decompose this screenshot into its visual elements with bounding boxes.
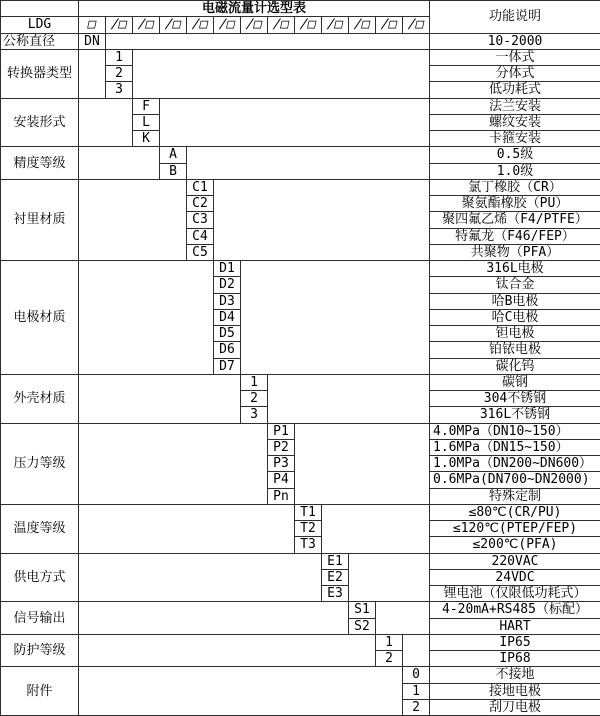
option-code: D2 [214, 277, 241, 293]
group-left-spacer-11 [79, 667, 403, 716]
group-label-9: 信号输出 [1, 602, 79, 635]
option-desc: 刮刀电极 [430, 699, 600, 715]
option-code: F [133, 98, 160, 114]
option-desc: ≤120℃(PTEP/FEP) [430, 521, 600, 537]
option-desc: 0.5级 [430, 147, 600, 163]
option-code: L [133, 114, 160, 130]
option-desc: IP65 [430, 634, 600, 650]
option-desc: 碳钢 [430, 374, 600, 390]
option-code: T3 [295, 537, 322, 553]
model-slot-12 [403, 17, 430, 33]
option-code: 2 [241, 391, 268, 407]
group-label-4: 电极材质 [1, 261, 79, 375]
diameter-spacer [106, 33, 430, 49]
option-desc: ≤200℃(PFA) [430, 537, 600, 553]
option-desc: 特氟龙（F46/FEP） [430, 228, 600, 244]
option-code: 3 [106, 82, 133, 98]
slot-box-glyph: /□ [163, 17, 183, 33]
option-code: 1 [241, 374, 268, 390]
group-label-0: 转换器类型 [1, 49, 79, 98]
model-slot-11 [376, 17, 403, 33]
model-slot-8 [295, 17, 322, 33]
option-desc: 共聚物（PFA） [430, 244, 600, 260]
option-desc: 钽电极 [430, 326, 600, 342]
group-label-8: 供电方式 [1, 553, 79, 602]
slot-box-glyph: /□ [109, 17, 129, 33]
option-code: E3 [322, 586, 349, 602]
group-label-10: 防护等级 [1, 634, 79, 667]
option-desc: HART [430, 618, 600, 634]
model-slot-10 [349, 17, 376, 33]
option-desc: 304不锈钢 [430, 391, 600, 407]
group-right-spacer-5 [268, 374, 430, 423]
group-left-spacer-5 [79, 374, 241, 423]
slot-box-glyph: /□ [352, 17, 372, 33]
option-code: C3 [187, 212, 214, 228]
option-code: E2 [322, 569, 349, 585]
slot-box-glyph: /□ [406, 17, 426, 33]
group-right-spacer-8 [349, 553, 430, 602]
option-code: D5 [214, 326, 241, 342]
option-code: P1 [268, 423, 295, 439]
group-right-spacer-3 [214, 179, 430, 260]
option-desc: 哈C电极 [430, 309, 600, 325]
group-left-spacer-8 [79, 553, 322, 602]
slot-box-glyph: /□ [325, 17, 345, 33]
option-desc: 1.6MPa（DN15~150） [430, 439, 600, 455]
group-right-spacer-4 [241, 261, 430, 375]
option-code: B [160, 163, 187, 179]
group-left-spacer-7 [79, 504, 295, 553]
option-desc: 220VAC [430, 553, 600, 569]
option-code: P3 [268, 456, 295, 472]
group-left-spacer-0 [79, 49, 106, 98]
model-slot-2 [133, 17, 160, 33]
option-code: 0 [403, 667, 430, 683]
option-desc: 分体式 [430, 66, 600, 82]
model-prefix: LDG [1, 17, 79, 33]
model-slot-1 [106, 17, 133, 33]
group-label-5: 外壳材质 [1, 374, 79, 423]
option-desc: IP68 [430, 651, 600, 667]
option-desc: ≤80℃(CR/PU) [430, 504, 600, 520]
option-desc: 4-20mA+RS485（标配） [430, 602, 600, 618]
diameter-desc: 10-2000 [430, 33, 600, 49]
option-code: 1 [403, 683, 430, 699]
option-code: D3 [214, 293, 241, 309]
option-code: E1 [322, 553, 349, 569]
group-left-spacer-2 [79, 147, 160, 180]
option-code: D4 [214, 309, 241, 325]
group-left-spacer-3 [79, 179, 187, 260]
dn-slot-box-glyph: □ [86, 17, 98, 33]
option-desc: 24VDC [430, 569, 600, 585]
group-left-spacer-10 [79, 634, 376, 667]
slot-box-glyph: /□ [190, 17, 210, 33]
model-slot-4 [187, 17, 214, 33]
model-slot-9 [322, 17, 349, 33]
option-code: 1 [106, 49, 133, 65]
title-row-filler [1, 1, 79, 17]
option-desc: 聚氨酯橡胶（PU） [430, 196, 600, 212]
slot-box-glyph: /□ [217, 17, 237, 33]
option-code: S1 [349, 602, 376, 618]
option-code: Pn [268, 488, 295, 504]
group-left-spacer-9 [79, 602, 349, 635]
model-slot-3 [160, 17, 187, 33]
group-label-3: 衬里材质 [1, 179, 79, 260]
option-desc: 锂电池（仅限低功耗式） [430, 586, 600, 602]
option-code: D1 [214, 261, 241, 277]
option-desc: 哈B电极 [430, 293, 600, 309]
slot-box-glyph: /□ [298, 17, 318, 33]
option-code: T1 [295, 504, 322, 520]
option-code: C4 [187, 228, 214, 244]
slot-box-glyph: /□ [379, 17, 399, 33]
option-code: P2 [268, 439, 295, 455]
group-right-spacer-7 [322, 504, 430, 553]
group-left-spacer-6 [79, 423, 268, 504]
option-code: K [133, 131, 160, 147]
slot-box-glyph: /□ [271, 17, 291, 33]
group-label-1: 安装形式 [1, 98, 79, 147]
option-code: C2 [187, 196, 214, 212]
option-desc: 特殊定制 [430, 488, 600, 504]
option-desc: 低功耗式 [430, 82, 600, 98]
function-desc-header: 功能说明 [430, 1, 600, 34]
group-label-7: 温度等级 [1, 504, 79, 553]
model-slot-6 [241, 17, 268, 33]
option-code: 2 [403, 699, 430, 715]
option-desc: 一体式 [430, 49, 600, 65]
option-desc: 0.6MPa(DN700~DN2000) [430, 472, 600, 488]
slot-box-glyph: /□ [244, 17, 264, 33]
option-desc: 1.0MPa（DN200~DN600） [430, 456, 600, 472]
option-desc: 碳化钨 [430, 358, 600, 374]
option-code: C1 [187, 179, 214, 195]
option-desc: 不接地 [430, 667, 600, 683]
page-title: 电磁流量计选型表 [79, 1, 430, 17]
option-desc: 卡箍安装 [430, 131, 600, 147]
group-left-spacer-4 [79, 261, 214, 375]
group-right-spacer-10 [403, 634, 430, 667]
option-desc: 316L电极 [430, 261, 600, 277]
group-label-2: 精度等级 [1, 147, 79, 180]
row-label-diameter: 公称直径 [1, 33, 79, 49]
diameter-code: DN [79, 33, 106, 49]
option-desc: 接地电极 [430, 683, 600, 699]
option-code: D7 [214, 358, 241, 374]
group-left-spacer-1 [79, 98, 133, 147]
option-desc: 聚四氟乙烯（F4/PTFE） [430, 212, 600, 228]
option-code: C5 [187, 244, 214, 260]
group-label-11: 附件 [1, 667, 79, 716]
option-desc: 1.0级 [430, 163, 600, 179]
option-code: T2 [295, 521, 322, 537]
option-desc: 氯丁橡胶（CR） [430, 179, 600, 195]
slot-box-glyph: /□ [136, 17, 156, 33]
option-desc: 法兰安装 [430, 98, 600, 114]
group-right-spacer-6 [295, 423, 430, 504]
group-label-6: 压力等级 [1, 423, 79, 504]
option-desc: 4.0MPa（DN10~150） [430, 423, 600, 439]
option-code: 1 [376, 634, 403, 650]
group-right-spacer-2 [187, 147, 430, 180]
option-code: P4 [268, 472, 295, 488]
group-right-spacer-9 [376, 602, 430, 635]
option-desc: 316L不锈钢 [430, 407, 600, 423]
option-desc: 铂铱电极 [430, 342, 600, 358]
option-code: S2 [349, 618, 376, 634]
option-desc: 钛合金 [430, 277, 600, 293]
group-right-spacer-1 [160, 98, 430, 147]
model-slot-7 [268, 17, 295, 33]
option-code: 2 [106, 66, 133, 82]
option-code: 3 [241, 407, 268, 423]
option-code: 2 [376, 651, 403, 667]
model-slot-dn [79, 17, 106, 33]
option-code: D6 [214, 342, 241, 358]
option-desc: 螺纹安装 [430, 114, 600, 130]
group-right-spacer-0 [133, 49, 430, 98]
option-code: A [160, 147, 187, 163]
model-slot-5 [214, 17, 241, 33]
